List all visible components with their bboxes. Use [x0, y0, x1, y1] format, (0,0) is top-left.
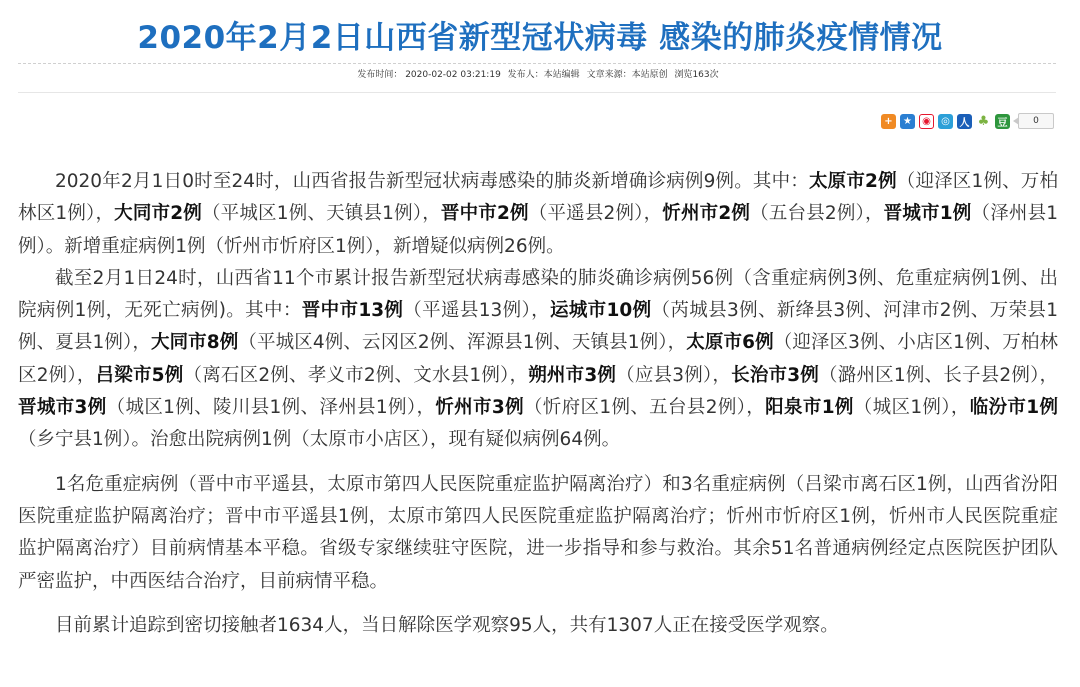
- body-text: （芮城县3例、新绛县3例、河津市2例、万荣县1例、夏县1例），: [18, 300, 1058, 354]
- city-case-total: 晋中市2例: [440, 203, 529, 225]
- body-text: （乡宁县1例）。治愈出院病例1例（太原市小店区），现有疑似病例64例。: [18, 429, 621, 451]
- body-text: 2020年2月1日0时至24时，山西省报告新型冠状病毒感染的肺炎新增确诊病例9例。其中：: [55, 171, 809, 192]
- city-case-total: 晋中市13例: [301, 300, 404, 322]
- body-text: （平城区1例、天镇县1例），: [201, 203, 441, 225]
- city-case-total: 太原市2例: [808, 171, 897, 192]
- qzone-icon[interactable]: ★: [900, 114, 915, 129]
- city-case-total: 晋城市3例: [18, 397, 107, 419]
- city-case-total: 长治市3例: [731, 364, 820, 386]
- body-text: 截至2月1日24时，山西省11个市累计报告新型冠状病毒感染的肺炎确诊病例56例（含重症病例3例、危重症病例1例、出院病例1例，无死亡病例)。其中：: [18, 267, 1058, 322]
- body-text: （迎泽区1例、万柏林区1例），: [18, 171, 1058, 225]
- paragraph-severe-cases: 1名危重症病例（晋中市平遥县，太原市第四人民医院重症监护隔离治疗）和3名重症病例（吕梁市离石区1例，山西省汾阳医院重症监护隔离治疗；晋中市平遥县1例，太原市第四人民医院重症监护隔离治疗；忻州市忻府区1例，忻州市人民医院重症监护隔离治疗）目前病情基本平稳。省级专家继续驻守医院，进一步指导和参与救治。其余51名普通病例经定点医院医护团队严密监护，中西医结合治疗，目前病情平稳。: [18, 473, 1058, 592]
- douban-icon[interactable]: 豆: [995, 114, 1010, 129]
- body-text: （平遥县2例），: [528, 203, 663, 225]
- city-case-total: 忻州市3例: [435, 397, 524, 419]
- city-case-total: 临汾市1例: [969, 397, 1059, 419]
- city-case-total: 晋城市1例: [883, 203, 972, 225]
- renren-icon[interactable]: 人: [957, 114, 972, 129]
- share-count: 0: [1018, 113, 1054, 129]
- article-title: 2020年2月2日山西省新型冠状病毒 感染的肺炎疫情情况: [137, 20, 943, 56]
- body-text: （泽州县1例）。新增重症病例1例（忻州市忻府区1例），新增疑似病例26例。: [18, 203, 1059, 257]
- paragraph-cumulative-cases: [18, 263, 1058, 457]
- body-text: （五台县2例），: [750, 203, 884, 225]
- body-text: （城区1例），: [853, 397, 970, 419]
- body-text: （城区1例、陵川县1例、泽州县1例），: [106, 397, 436, 419]
- article-source: 文章来源：本站原创: [586, 70, 668, 80]
- body-text: （应县3例），: [616, 364, 732, 386]
- article-body: [18, 166, 1058, 642]
- body-text: （平城区4例、云冈区2例、浑源县1例、天镇县1例），: [238, 332, 687, 354]
- kaixin-icon[interactable]: ♣: [977, 113, 990, 129]
- city-case-total: 运城市10例: [549, 300, 652, 322]
- city-case-total: 大同市8例: [150, 332, 239, 354]
- plus-icon[interactable]: +: [881, 114, 896, 129]
- body-text: （平遥县13例），: [403, 300, 550, 322]
- publisher: 发布人：本站编辑: [507, 70, 580, 80]
- body-text: （离石区2例、孝义市2例、文水县1例），: [183, 364, 529, 386]
- city-case-total: 阳泉市1例: [765, 397, 854, 419]
- share-toolbar: [881, 113, 1054, 129]
- paragraph-new-cases: [18, 166, 1058, 263]
- city-case-total: 忻州市2例: [662, 203, 751, 225]
- paragraph-close-contacts: 目前累计追踪到密切接触者1634人，当日解除医学观察95人，共有1307人正在接受医学观察。: [55, 614, 839, 636]
- city-case-total: 太原市6例: [686, 332, 774, 354]
- city-case-total: 大同市2例: [114, 203, 202, 225]
- article-meta: [0, 68, 1080, 82]
- city-case-total: 朔州市3例: [528, 364, 617, 386]
- body-text: （忻府区1例、五台县2例），: [523, 397, 766, 419]
- meta-divider: [18, 92, 1056, 93]
- title-divider: [18, 63, 1056, 64]
- body-text: （潞州区1例、长子县2例），: [819, 364, 1059, 386]
- weibo-icon[interactable]: ◉: [919, 114, 934, 129]
- city-case-total: 吕梁市5例: [95, 364, 184, 386]
- tencent-weibo-icon[interactable]: ◎: [938, 114, 953, 129]
- view-count: 浏览163次: [674, 70, 719, 80]
- body-text: （迎泽区3例、小店区1例、万柏林区2例），: [18, 332, 1058, 386]
- publish-time: 发布时间： 2020-02-02 03:21:19: [357, 70, 501, 80]
